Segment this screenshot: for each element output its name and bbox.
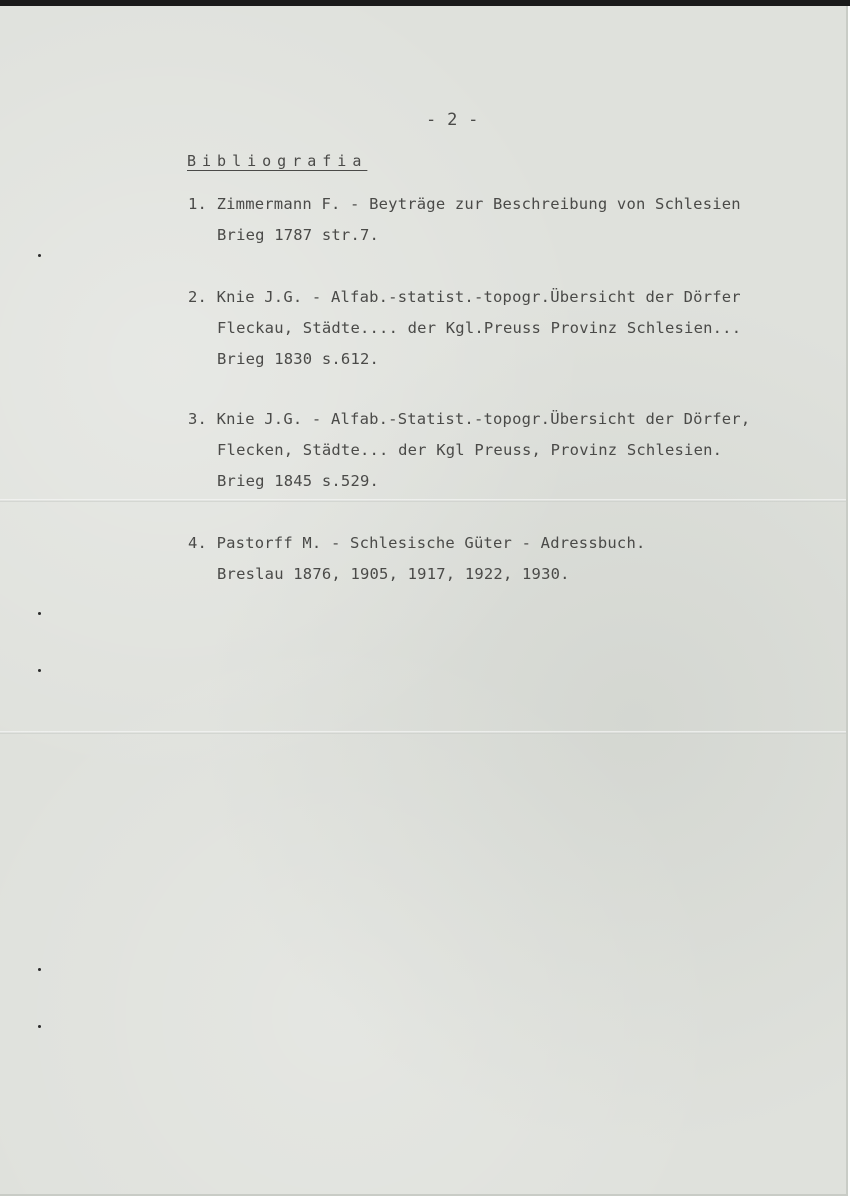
- entry-line: Flecken, Städte... der Kgl Preuss, Provinz Schlesien.: [217, 441, 723, 459]
- entry-line: 2. Knie J.G. - Alfab.-statist.-topogr.Übersicht der Dörfer: [188, 288, 741, 306]
- margin-dot: [38, 1025, 41, 1028]
- entry-line: Fleckau, Städte.... der Kgl.Preuss Provinz Schlesien...: [217, 319, 742, 337]
- paper-fold-line: [0, 731, 846, 734]
- margin-dot: [38, 968, 41, 971]
- bibliography-entry: [188, 282, 741, 375]
- entry-line: 3. Knie J.G. - Alfab.-Statist.-topogr.Übersicht der Dörfer,: [188, 410, 751, 428]
- document-page: [0, 6, 848, 1196]
- entry-line: 1. Zimmermann F. - Beyträge zur Beschreibung von Schlesien: [188, 195, 741, 213]
- bibliography-entry: [188, 189, 741, 251]
- bibliography-entry: [188, 404, 750, 497]
- margin-dot: [38, 612, 41, 615]
- entry-line: Breslau 1876, 1905, 1917, 1922, 1930.: [217, 565, 570, 583]
- margin-dot: [38, 254, 41, 257]
- entry-line: Brieg 1830 s.612.: [217, 350, 380, 368]
- entry-line: 4. Pastorff M. - Schlesische Güter - Adressbuch.: [188, 534, 646, 552]
- bibliography-heading: Bibliografia: [187, 152, 368, 170]
- page-number: - 2 -: [426, 110, 479, 130]
- entry-line: Brieg 1787 str.7.: [217, 226, 380, 244]
- margin-dot: [38, 669, 41, 672]
- entry-line: Brieg 1845 s.529.: [217, 472, 380, 490]
- paper-fold-line: [0, 499, 846, 502]
- bibliography-entry: [188, 528, 646, 590]
